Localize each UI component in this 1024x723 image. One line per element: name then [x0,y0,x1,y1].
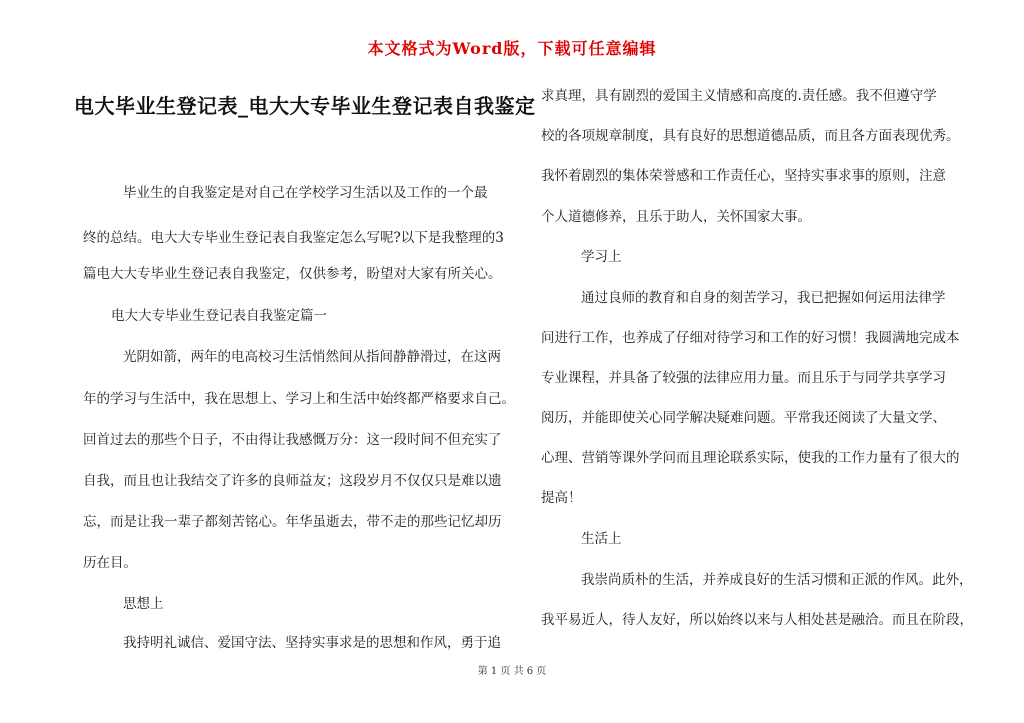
paragraph-line: 问进行工作，也养成了仔细对待学习和工作的好习惯！我圆满地完成本 [541,330,960,346]
section-heading: 电大大专毕业生登记表自我鉴定篇一 [111,308,327,324]
paragraph-line: 提高！ [541,490,582,506]
paragraph-line: 通过良师的教育和自身的刻苦学习，我已把握如何运用法律学 [581,290,946,306]
section-heading: 生活上 [581,531,622,547]
section-heading: 学习上 [581,249,622,265]
paragraph-line: 篇电大大专毕业生登记表自我鉴定，仅供参考，盼望对大家有所关心。 [83,266,502,282]
paragraph-line: 个人道德修养，且乐于助人，关怀国家大事。 [541,209,811,225]
paragraph-line: 终的总结。电大大专毕业生登记表自我鉴定怎么写呢?以下是我整理的3 [83,230,504,246]
document-title: 电大毕业生登记表_电大大专毕业生登记表自我鉴定 [74,94,536,118]
section-heading: 思想上 [123,596,164,612]
right-column [512,0,1024,723]
paragraph-line: 忘，而是让我一辈子都刻苦铭心。年华虽逝去，带不走的那些记忆却历 [83,514,502,530]
paragraph-line: 自我，而且也让我结交了许多的良师益友；这段岁月不仅仅只是难以遗 [83,473,502,489]
paragraph-line: 阅历，并能即使关心同学解决疑难问题。平常我还阅读了大量文学、 [541,410,946,426]
paragraph-line: 心理、营销等课外学问而且理论联系实际，使我的工作力量有了很大的 [541,450,960,466]
word-format-banner: 本文格式为Word版，下载可任意编辑 [367,39,657,58]
paragraph-line: 光阴如箭，两年的电高校习生活悄然间从指间静静滑过，在这两 [123,349,501,365]
paragraph-line: 求真理，具有剧烈的爱国主义情感和高度的.责任感。我不但遵守学 [541,88,937,104]
paragraph-line: 历在目。 [83,555,137,571]
paragraph-line: 校的各项规章制度，具有良好的思想道德品质，而且各方面表现优秀。 [541,128,960,144]
paragraph-line: 我怀着剧烈的集体荣誉感和工作责任心，坚持实事求事的原则，注意 [541,168,946,184]
paragraph-line: 专业课程，并具备了较强的法律应用力量。而且乐于与同学共享学习 [541,370,946,386]
paragraph-line: 我持明礼诚信、爱国守法、坚持实事求是的思想和作风，勇于追 [123,635,501,651]
paragraph-line: 我平易近人，待人友好，所以始终以来与人相处甚是融洽。而且在阶段， [541,612,973,628]
paragraph-line: 回首过去的那些个日子，不由得让我感慨万分：这一段时间不但充实了 [83,432,502,448]
page-number-footer: 第 1 页 共 6 页 [477,666,547,677]
paragraph-line: 年的学习与生活中，我在思想上、学习上和生活中始终都严格要求自己。 [83,391,515,407]
paragraph-line: 毕业生的自我鉴定是对自己在学校学习生活以及工作的一个最 [123,185,488,201]
paragraph-line: 我崇尚质朴的生活，并养成良好的生活习惯和正派的作风。此外， [581,572,973,588]
